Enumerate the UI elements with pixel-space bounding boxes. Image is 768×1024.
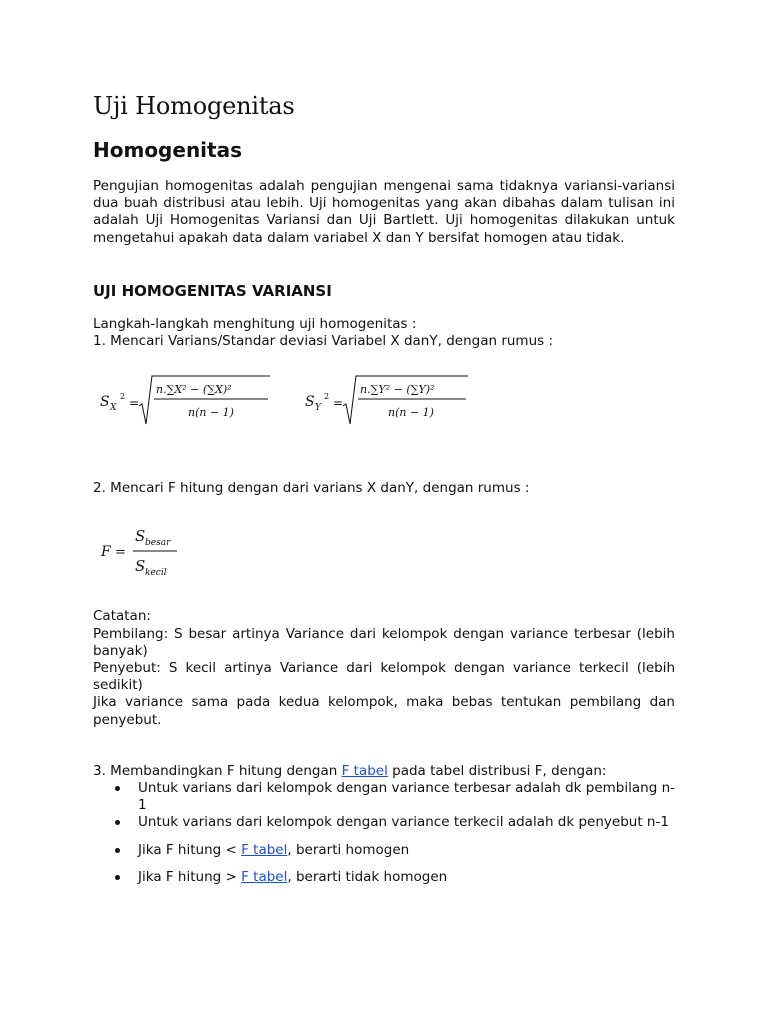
list-item — [93, 869, 675, 886]
f-formula-num: S — [135, 527, 146, 546]
page-subtitle: Homogenitas — [93, 138, 242, 162]
step-3-bullets — [93, 780, 675, 886]
f-tabel-link[interactable]: F tabel — [341, 762, 388, 779]
steps-block — [93, 316, 675, 350]
f-ratio-formula — [99, 523, 189, 581]
formula-x-lhs-sup: 2 — [120, 392, 126, 402]
bullet-text-after: , berarti tidak homogen — [287, 868, 448, 885]
note-jika: Jika variance sama pada kedua kelompok, maka bebas tentukan pembilang dan penyebut. — [93, 694, 675, 728]
f-formula-den: S — [135, 557, 146, 576]
steps-intro: Langkah-langkah menghitung uji homogenitas : — [93, 315, 417, 332]
step-1: 1. Mencari Varians/Standar deviasi Variabel X danY, dengan rumus : — [93, 333, 554, 350]
formula-y-lhs-sub: Y — [315, 403, 321, 414]
formula-y-eq: = — [333, 396, 344, 411]
bullet-text-before: Jika F hitung > — [138, 868, 242, 885]
list-item — [93, 814, 675, 831]
formula-y-lhs: S — [305, 394, 315, 411]
note-heading: Catatan: — [93, 608, 151, 625]
step-3-before: 3. Membandingkan F hitung dengan — [93, 762, 342, 779]
bullet-icon — [115, 820, 120, 825]
f-formula-num-sub: besar — [145, 538, 171, 549]
f-tabel-link[interactable]: F tabel — [241, 841, 288, 858]
bullet-text: Untuk varians dari kelompok dengan variance terbesar adalah dk pembilang n-1 — [138, 780, 675, 814]
f-formula-eq: = — [115, 545, 126, 561]
f-tabel-link[interactable]: F tabel — [241, 868, 288, 885]
note-penyebut: Penyebut: S kecil artinya Variance dari kelompok dengan variance terkecil (lebih sedikit) — [93, 660, 675, 694]
formula-x-numerator: n.∑X² − (∑X)² — [156, 383, 232, 397]
f-formula-den-sub: kecil — [145, 568, 167, 579]
f-formula — [93, 515, 675, 580]
f-formula-lhs: F — [101, 544, 111, 561]
bullet-text-after: , berarti homogen — [287, 841, 410, 858]
formula-y-numerator: n.∑Y² − (∑Y)² — [360, 383, 435, 397]
formula-x-eq: = — [129, 396, 140, 411]
note-block — [93, 608, 675, 728]
list-item — [93, 842, 675, 859]
step-2: 2. Mencari F hitung dengan dari varians X danY, dengan rumus : — [93, 480, 530, 497]
formula-y-denominator: n(n − 1) — [388, 406, 434, 420]
variance-formula-y — [303, 374, 478, 432]
variance-formulas — [93, 350, 675, 440]
section-heading: UJI HOMOGENITAS VARIANSI — [93, 281, 332, 300]
bullet-icon — [115, 848, 120, 853]
bullet-text: Untuk varians dari kelompok dengan variance terkecil adalah dk penyebut n-1 — [138, 814, 669, 831]
formula-x-lhs: S — [100, 394, 110, 411]
page-title: Uji Homogenitas — [93, 92, 295, 120]
bullet-icon — [115, 875, 120, 880]
note-pembilang: Pembilang: S besar artinya Variance dari kelompok dengan variance terbesar (lebih banyak) — [93, 625, 675, 659]
step-3-after: pada tabel distribusi F, dengan: — [387, 762, 607, 779]
list-item — [93, 780, 675, 814]
formula-x-denominator: n(n − 1) — [188, 406, 234, 420]
bullet-icon — [115, 786, 120, 791]
step-3-block — [93, 763, 675, 886]
bullet-text-before: Jika F hitung < — [138, 841, 242, 858]
document-page — [93, 86, 675, 886]
formula-x-lhs-sub: X — [110, 403, 117, 414]
formula-y-lhs-sup: 2 — [324, 392, 330, 402]
intro-paragraph: Pengujian homogenitas adalah pengujian mengenai sama tidaknya variansi-variansi dua buah distribusi atau lebih. Uji homogenitas yang akan dibahas dalam tulisan ini adalah Uji Homogenitas Variansi dan Uji Bartlett. Uji homogenitas dilakukan untuk mengetahui apakah data dalam variabel X dan Y bersifat homogen atau tidak. — [93, 178, 675, 246]
variance-formula-x — [98, 374, 273, 432]
step-3 — [93, 763, 675, 780]
